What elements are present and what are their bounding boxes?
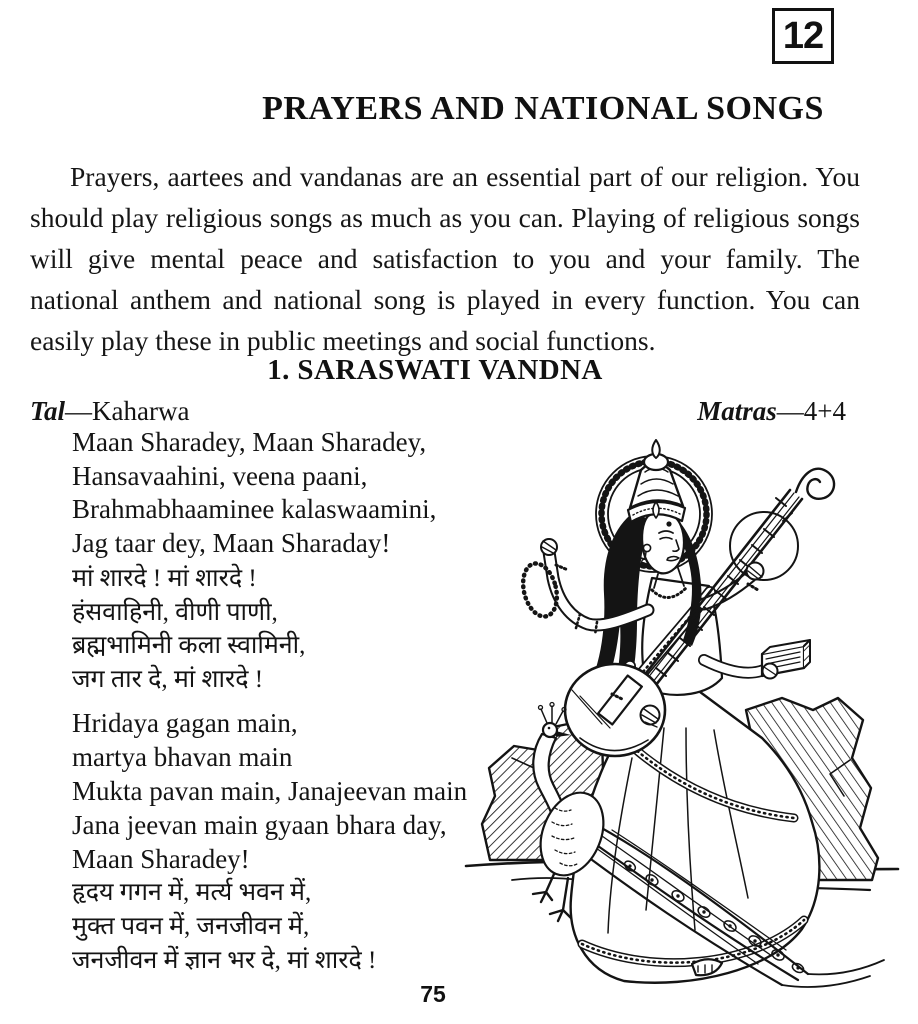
english-verse-2 [72, 706, 467, 876]
lyric-line: Brahmabhaaminee kalaswaamini, [72, 494, 437, 524]
lyric-line: हृदय गगन में, मर्त्य भवन में, [72, 879, 312, 906]
face [642, 512, 684, 588]
chapter-number-box [772, 8, 834, 64]
english-verse-1 [72, 426, 436, 560]
page-title: PRAYERS AND NATIONAL SONGS [262, 90, 824, 127]
intro-paragraph: Prayers, aartees and vandanas are an essential part of our religion. You should play religious songs as much as you can. Playing of religious songs will give mental peace and satisfaction to you and your family. The national anthem and national song is played in every function. You can easily play these in public meetings and social functions. [30, 161, 860, 356]
matras-value: —4+4 [776, 396, 846, 426]
hindi-verse-2 [72, 876, 376, 978]
lyric-line: Jana jeevan main gyaan bhara day, [72, 810, 447, 840]
hindi-verse-1 [72, 562, 305, 696]
matras-info [697, 396, 846, 427]
peacock-head [543, 723, 557, 737]
saraswati-line-art [452, 428, 914, 998]
lyric-line: Mukta pavan main, Janajeevan main [72, 776, 468, 806]
lyric-line: Hridaya gagan main, [72, 708, 298, 738]
lyric-line: हंसवाहिनी, वीणी पाणी, [72, 598, 278, 626]
tal-label: Tal [30, 396, 66, 426]
peacock-legs [533, 874, 571, 921]
lyric-line: जग तार दे, मां शारदे ! [72, 665, 264, 693]
veena-scroll [796, 469, 834, 499]
crown [628, 440, 685, 522]
lyric-line: Maan Sharadey, Maan Sharadey, [72, 427, 427, 457]
lyric-line: Hansavaahini, veena paani, [72, 460, 368, 491]
lyric-line: Maan Sharadey! [72, 844, 250, 874]
matras-label: Matras [697, 396, 777, 426]
tal-info [30, 396, 189, 427]
lyric-line: martya bhavan main [72, 742, 293, 772]
lyric-line: मां शारदे ! मां शारदे ! [72, 565, 257, 592]
lyric-line: मुक्त पवन में, जनजीवन में, [72, 913, 310, 940]
lyric-line: ब्रह्मभामिनी कला स्वामिनी, [72, 632, 306, 659]
peacock-crest [541, 706, 563, 724]
song-heading: 1. SARASWATI VANDNA [267, 354, 603, 386]
bindi [666, 521, 671, 526]
lyric-line: जनजीवन में ज्ञान भर दे, मां शारदे ! [72, 947, 377, 974]
tal-value: —Kaharwa [65, 396, 190, 426]
lyric-line: Jag taar dey, Maan Sharaday! [72, 527, 391, 558]
tal-matras-row [30, 396, 846, 427]
page-number: 75 [420, 981, 446, 1007]
saraswati-illustration [452, 428, 914, 998]
chapter-number: 12 [782, 14, 824, 57]
